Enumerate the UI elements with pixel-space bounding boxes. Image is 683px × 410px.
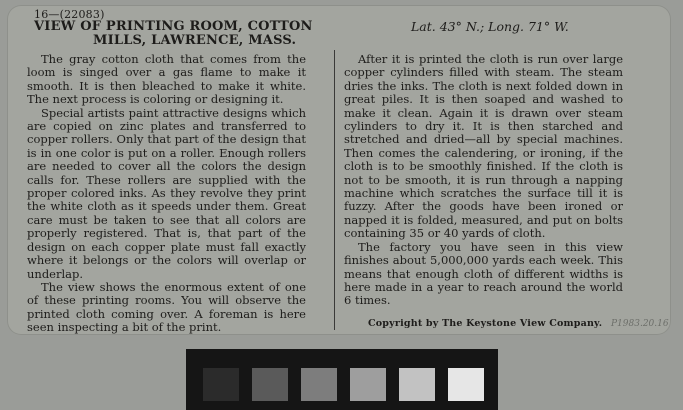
coordinates: Lat. 43° N.; Long. 71° W. — [411, 19, 569, 34]
accession-number: P1983.20.16 — [611, 319, 669, 329]
right-column — [344, 53, 623, 308]
copyright-line: Copyright by The Keystone View Company. — [368, 318, 603, 329]
gray-swatch — [350, 368, 386, 401]
gray-swatch — [252, 368, 288, 401]
paragraph: Special artists paint attractive designs which are copied on zinc plates and transferred to copper rollers. Only that part of the design that is in one color is put on a roller. Enough rollers are needed to cover all the colors the design calls for. These rollers are supplied with the proper colored inks. As they revolve they print the white cloth as it speeds under them. Great care must be taken to see that all colors are properly registered. That is, that part of the design on each copper plate must fall exactly where it belongs or the colors will overlap or underlap. — [27, 105, 306, 281]
gray-swatch — [301, 368, 337, 401]
stereograph-card-back — [7, 5, 671, 335]
left-column — [27, 53, 306, 335]
paragraph: The factory you have seen in this view finishes about 5,000,000 yards each week. This means that enough cloth of different widths is here made in a year to reach around the world 6 times. — [344, 239, 623, 308]
gray-swatch — [448, 368, 484, 401]
paragraph: The gray cotton cloth that comes from the loom is singed over a gas flame to make it smooth. It is then bleached to make it white. The next process is coloring or designing it. — [27, 52, 306, 107]
grayscale-calibration-strip — [186, 349, 498, 410]
title-line-2: MILLS, LAWRENCE, MASS. — [93, 33, 297, 48]
gray-swatch — [399, 368, 435, 401]
paragraph: The view shows the enormous extent of one of these printing rooms. You will observe the printed cloth coming over. A foreman is here seen inspecting a bit of the print. — [27, 279, 306, 335]
gray-swatch — [203, 368, 239, 401]
card-header — [34, 9, 334, 48]
card-number: 16—(22083) — [34, 8, 105, 21]
title-line-1: VIEW OF PRINTING ROOM, COTTON — [34, 19, 313, 34]
paragraph: After it is printed the cloth is run over large copper cylinders filled with steam. The steam dries the inks. The cloth is next folded down in great piles. It is then soaped and washed to make it clean. Again it is drawn over steam cylinders to dry it. It is then starched and stretched and dried—all by special machines. Then comes the calendering, or ironing, if the cloth is to be smoothly finished. If the cloth is not to be smooth, it is run through a napping machine which scratches the surface till it is fuzzy. After the goods have been ironed or napped it is folded, measured, and put on bolts containing 35 or 40 yards of cloth. — [344, 52, 623, 241]
column-divider — [334, 50, 335, 330]
